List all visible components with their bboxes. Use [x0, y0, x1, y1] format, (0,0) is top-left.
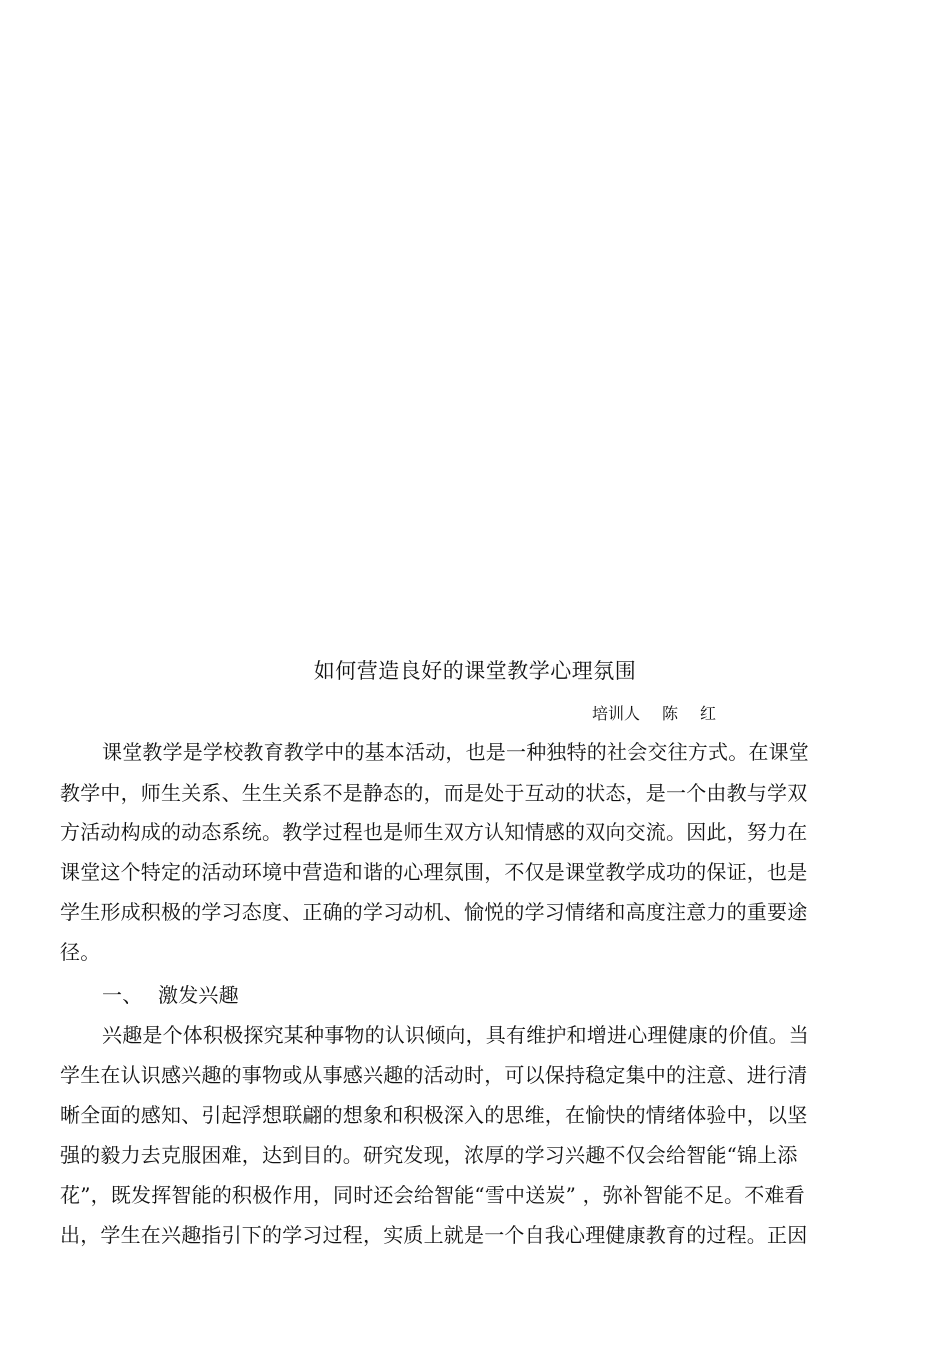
document-title: 如何营造良好的课堂教学心理氛围	[313, 659, 637, 683]
paragraph-1-line-4: 课堂这个特定的活动环境中营造和谐的心理氛围，不仅是课堂教学成功的保证，也是	[60, 860, 808, 884]
paragraph-1-line-3: 方活动构成的动态系统。教学过程也是师生双方认知情感的双向交流。因此，努力在	[60, 820, 808, 844]
paragraph-1-line-5: 学生形成积极的学习态度、正确的学习动机、愉悦的学习情绪和高度注意力的重要途	[60, 900, 808, 924]
paragraph-2-line-1: 兴趣是个体积极探究某种事物的认识倾向，具有维护和增进心理健康的价值。当	[102, 1023, 809, 1047]
section-1-heading	[102, 980, 239, 1010]
author-name-part1: 陈	[662, 704, 679, 723]
section-1-number: 一、	[102, 983, 143, 1007]
paragraph-2-line-4: 强的毅力去克服困难，达到目的。研究发现，浓厚的学习兴趣不仅会给智能“锦上添	[60, 1143, 798, 1167]
paragraph-1-line-6: 径。	[60, 940, 101, 964]
paragraph-1-line-2: 教学中，师生关系、生生关系不是静态的，而是处于互动的状态，是一个由教与学双	[60, 781, 808, 805]
author-name-part2: 红	[700, 704, 717, 723]
section-1-title: 激发兴趣	[158, 983, 239, 1007]
paragraph-1-line-1: 课堂教学是学校教育教学中的基本活动，也是一种独特的社会交往方式。在课堂	[102, 740, 809, 764]
paragraph-2-line-2: 学生在认识感兴趣的事物或从事感兴趣的活动时，可以保持稳定集中的注意、进行清	[60, 1063, 808, 1087]
author-role: 培训人	[592, 704, 641, 723]
paragraph-2-line-3: 晰全面的感知、引起浮想联翩的想象和积极深入的思维，在愉快的情绪体验中，以坚	[60, 1103, 808, 1127]
paragraph-2-line-5: 花”，既发挥智能的积极作用，同时还会给智能“雪中送炭” ，弥补智能不足。不难看	[60, 1183, 805, 1207]
paragraph-2-line-6: 出，学生在兴趣指引下的学习过程，实质上就是一个自我心理健康教育的过程。正因	[60, 1223, 808, 1247]
author-line	[592, 702, 716, 726]
